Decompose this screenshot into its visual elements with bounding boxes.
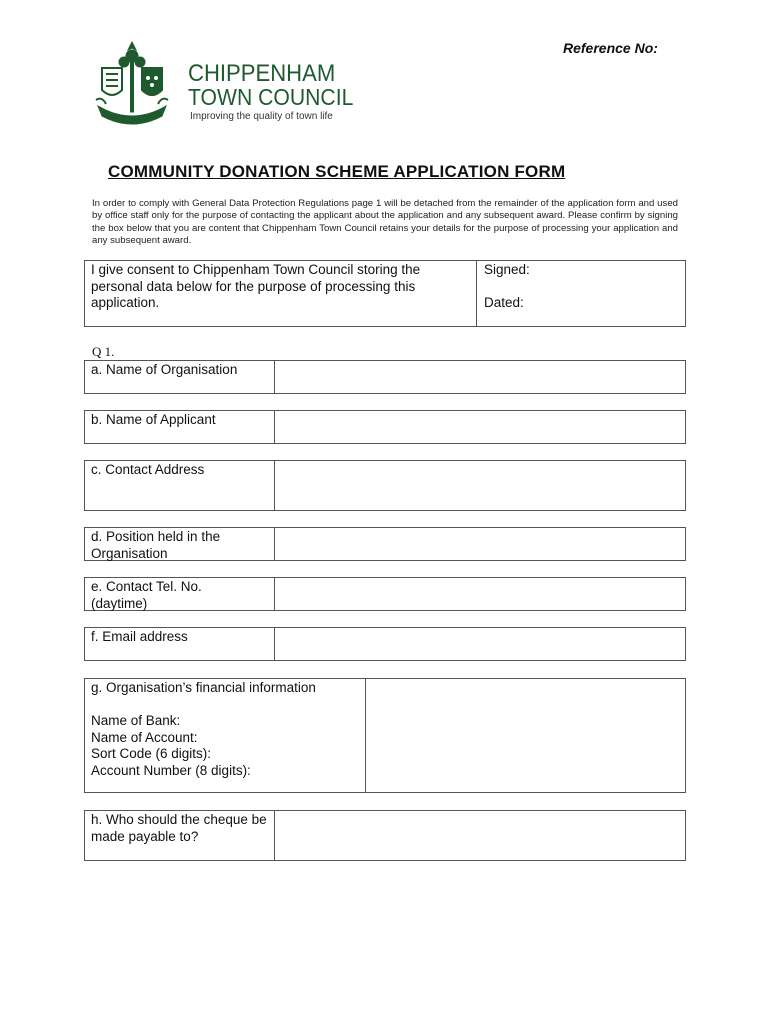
position-label: d. Position held in the Organisation	[91, 529, 221, 561]
reference-number-label: Reference No:	[563, 40, 658, 56]
signature-field[interactable]	[477, 261, 685, 326]
organisation-name-label: a. Name of Organisation	[91, 362, 238, 377]
brand-name-line1: CHIPPENHAM	[188, 60, 336, 87]
question-1-label: Q 1.	[92, 344, 115, 359]
financial-info-label: g. Organisation’s financial information	[91, 680, 316, 695]
organisation-name-input[interactable]	[275, 361, 685, 393]
email-input[interactable]	[275, 628, 685, 660]
telephone-label: e. Contact Tel. No. (daytime)	[91, 579, 202, 611]
applicant-name-input[interactable]	[275, 411, 685, 443]
dated-label: Dated:	[484, 295, 524, 310]
consent-text: I give consent to Chippenham Town Council storing the personal data below for the purpose of processing this application.	[91, 262, 421, 310]
cheque-payee-input[interactable]	[275, 811, 685, 860]
gdpr-intro-text: In order to comply with General Data Protection Regulations page 1 will be detached from the remainder of the application form and used by office staff only for the purpose of contacting the applicant about the application and any subsequent award. Please confirm by signing the box below that you are content that Chippenham Town Council retains your details for the purpose of processing your application and any subsequent award.	[92, 198, 678, 246]
brand-name-line2: TOWN COUNCIL	[188, 84, 354, 110]
email-label: f. Email address	[91, 629, 188, 644]
cheque-payee-label: h. Who should the cheque be made payable to?	[91, 812, 267, 844]
telephone-input[interactable]	[275, 578, 685, 610]
brand-tagline: Improving the quality of town life	[190, 111, 333, 122]
position-input[interactable]	[275, 528, 685, 560]
applicant-name-label: b. Name of Applicant	[91, 412, 216, 427]
contact-address-label: c. Contact Address	[91, 462, 205, 477]
contact-address-input[interactable]	[275, 461, 685, 510]
council-crest-logo	[92, 40, 172, 132]
financial-info-input[interactable]	[366, 679, 685, 792]
signed-label: Signed:	[484, 262, 530, 277]
form-title: COMMUNITY DONATION SCHEME APPLICATION FORM	[108, 162, 566, 181]
bank-details-labels: Name of Bank: Name of Account: Sort Code (6 digits): Account Number (8 digits):	[91, 713, 251, 778]
